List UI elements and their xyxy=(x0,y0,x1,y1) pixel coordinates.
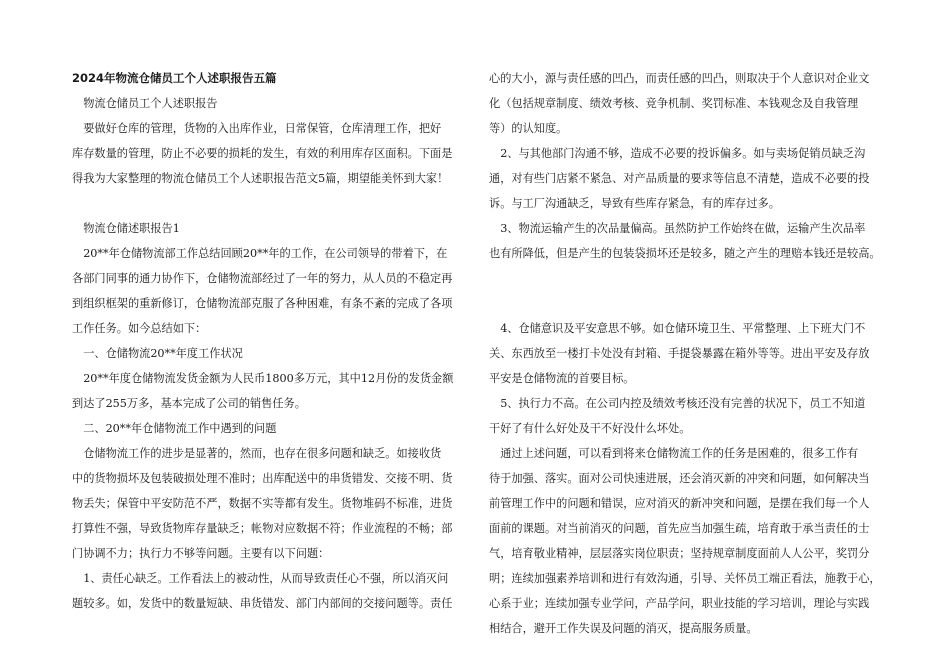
text-line: 通，对有些门店紧不紧急、对产品质量的要求等信息不清楚，造成不必要的投 xyxy=(489,172,870,185)
text-line: 3、物流运输产生的次品量偏高。虽然防护工作始终在做，运输产生次品率 xyxy=(489,222,866,235)
left-column xyxy=(72,66,464,616)
text-line: 前管理工作中的问题和错误，应对消灭的新冲突和问题，是摆在我们每一个人 xyxy=(489,497,870,510)
text-line: 通过上述问题，可以看到将来仓储物流工作的任务是困难的，很多工作有 xyxy=(489,447,859,460)
text-line: 干好了有什么好处及干不好没什么坏处。 xyxy=(489,422,691,435)
text-line: 心系于业；连续加强专业学问，产品学问，职业技能的学习培训，理论与实践 xyxy=(489,597,870,610)
text-line: 2、与其他部门沟通不够，造成不必要的投诉偏多。如与卖场促销员缺乏沟 xyxy=(489,147,866,160)
text-line: 待于加强、落实。面对公司快速进展，还会消灭新的冲突和问题，如何解决当 xyxy=(489,472,870,485)
text-line: 物流仓储员工个人述职报告 xyxy=(72,97,218,110)
text-line: 到组织框架的重新修订，仓储物流部克服了各种困难，有条不紊的完成了各项 xyxy=(72,297,453,310)
text-line: 一、仓储物流20**年度工作状况 xyxy=(72,347,243,360)
text-line: 化（包括规章制度、绩效考核、竞争机制、奖罚标准、本钱观念及自我管理 xyxy=(489,97,859,110)
text-line: 门协调不力；执行力不够等问题。主要有以下问题： xyxy=(72,547,330,560)
text-line: 20**年度仓储物流发货金额为人民币1800多万元，其中12月份的发货金额 xyxy=(72,372,454,385)
text-line: 要做好仓库的管理，货物的入出库作业，日常保管，仓库清理工作，把好 xyxy=(72,122,442,135)
text-line: 平安是仓储物流的首要目标。 xyxy=(489,372,635,385)
text-line: 中的货物损坏及包装破损处理不准时；出库配送中的串货错发、交接不明、货 xyxy=(72,472,453,485)
text-line: 也有所降低，但是产生的包装袋损坏还是较多，随之产生的理赔本钱还是较高。 xyxy=(489,247,881,260)
text-line: 仓储物流工作的进步是显著的，然而，也存在很多问题和缺乏。如接收货 xyxy=(72,447,442,460)
text-line: 等）的认知度。 xyxy=(489,122,568,135)
text-line: 各部门同事的通力协作下，仓储物流部经过了一年的努力，从人员的不稳定再 xyxy=(72,272,453,285)
text-line: 关、东西放至一楼打卡处没有封箱、手提袋暴露在箱外等等。进出平安及存放 xyxy=(489,347,870,360)
text-line: 相结合，避开工作失误及问题的消灭，提高服务质量。 xyxy=(489,622,758,635)
text-line: 1、责任心缺乏。工作看法上的被动性，从而导致责任心不强，所以消灭问 xyxy=(72,572,449,585)
text-line: 明；连续加强素养培训和进行有效沟通，引导、关怀员工端正看法，施教于心， xyxy=(489,572,881,585)
text-line: 4、仓储意识及平安意思不够。如仓储环境卫生、平常整理、上下班大门不 xyxy=(489,322,866,335)
text-line: 库存数量的管理，防止不必要的损耗的发生，有效的利用库存区面积。下面是 xyxy=(72,147,453,160)
text-line: 题较多。如，发货中的数量短缺、串货错发、部门内部间的交接问题等。责任 xyxy=(72,597,453,610)
text-line: 得我为大家整理的物流仓储员工个人述职报告范文5篇，期望能美怀到大家！ xyxy=(72,172,449,185)
text-line: 5、执行力不高。在公司内控及绩效考核还没有完善的状况下，员工不知道 xyxy=(489,397,866,410)
text-line: 二、20**年仓储物流工作中遇到的问题 xyxy=(72,422,277,435)
text-line: 物丢失；保管中平安防范不严，数据不实等都有发生。货物堆码不标准，进货 xyxy=(72,497,453,510)
document-title: 2024年物流仓储员工个人述职报告五篇 xyxy=(72,71,277,85)
text-line: 面前的课题。对当前消灭的问题，首先应当加强生疏，培育敢于承当责任的士 xyxy=(489,522,870,535)
text-line xyxy=(72,191,464,216)
text-line: 气，培育敬业精神，层层落实岗位职责；坚持规章制度面前人人公平，奖罚分 xyxy=(489,547,870,560)
text-line xyxy=(489,266,881,291)
text-line xyxy=(489,291,881,316)
text-line: 诉。与工厂沟通缺乏，导致有些库存紧急，有的库存过多。 xyxy=(489,197,780,210)
right-column xyxy=(489,66,881,641)
text-line: 20**年仓储物流部工作总结回顾20**年的工作，在公司领导的带着下，在 xyxy=(72,247,448,260)
text-line: 工作任务。如今总结如下： xyxy=(72,322,207,335)
text-line: 心的大小，源与责任感的凹凸，而责任感的凹凸，则取决于个人意识对企业文 xyxy=(489,72,870,85)
text-line: 到达了255万多，基本完成了公司的销售任务。 xyxy=(72,397,306,410)
text-line: 打算性不强，导致货物库存量缺乏；帐物对应数据不符；作业流程的不畅；部 xyxy=(72,522,453,535)
text-line: 物流仓储述职报告1 xyxy=(72,222,180,235)
